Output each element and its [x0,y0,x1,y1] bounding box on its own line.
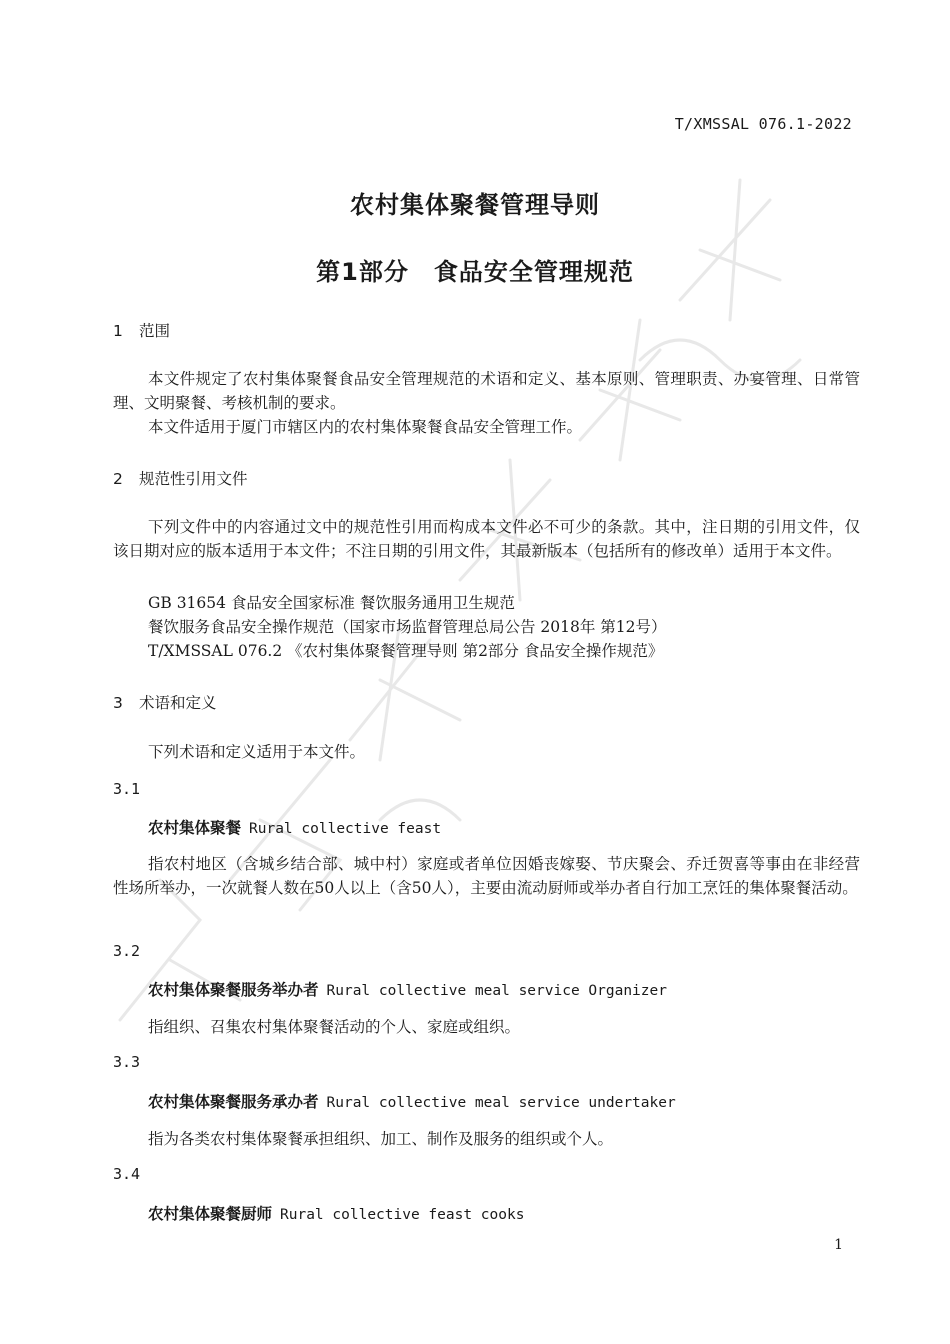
section-heading-normative-references [113,467,248,489]
term-zh: 农村集体聚餐服务举办者 [148,981,319,999]
paragraph: 下列文件中的内容通过文中的规范性引用而构成本文件必不可少的条款。其中，注日期的引用文件，仅该日期对应的版本适用于本文件；不注日期的引用文件，其最新版本（包括所有的修改单）适用于本文件。 [113,518,860,560]
clause-number: 3.1 [113,780,141,798]
section-heading-scope [113,319,170,341]
section-number: 3 [113,694,123,712]
term-definition: 指组织、召集农村集体聚餐活动的个人、家庭或组织。 [148,1018,521,1036]
term-definition: 指农村地区（含城乡结合部、城中村）家庭或者单位因婚丧嫁娶、节庆聚会、乔迁贺喜等事由在非经营性场所举办，一次就餐人数在50人以上（含50人），主要由流动厨师或举办者自行加工烹饪的集体聚餐活动。 [113,855,860,897]
document-subtitle: 第1部分 食品安全管理规范 [316,258,634,286]
document-title: 农村集体聚餐管理导则 [350,191,600,219]
term-definition: 指为各类农村集体聚餐承担组织、加工、制作及服务的组织或个人。 [148,1130,614,1148]
section-title: 规范性引用文件 [139,470,248,488]
reference-item: T/XMSSAL 076.2 《农村集体聚餐管理导则 第2部分 食品安全操作规范》 [148,642,664,660]
term-en: Rural collective meal service Organizer [326,983,667,999]
document-code: T/XMSSAL 076.1-2022 [674,115,852,133]
paragraph: 下列术语和定义适用于本文件。 [148,743,366,761]
term-en: Rural collective meal service undertaker [326,1095,676,1111]
term-zh: 农村集体聚餐 [148,819,242,837]
section-heading-terms [113,691,217,713]
term-en: Rural collective feast cooks [280,1207,525,1223]
clause-number: 3.4 [113,1165,141,1183]
paragraph: 本文件适用于厦门市辖区内的农村集体聚餐食品安全管理工作。 [148,418,583,436]
section-number: 2 [113,470,123,488]
paragraph: 本文件规定了农村集体聚餐食品安全管理规范的术语和定义、基本原则、管理职责、办宴管理、日常管理、文明聚餐、考核机制的要求。 [113,370,860,412]
page-number: 1 [834,1237,843,1253]
term-entry [148,978,667,1000]
clause-number: 3.2 [113,942,141,960]
section-title: 范围 [139,322,171,340]
clause-number: 3.3 [113,1053,141,1071]
term-zh: 农村集体聚餐服务承办者 [148,1093,319,1111]
term-entry [148,1202,524,1224]
section-title: 术语和定义 [139,694,217,712]
term-en: Rural collective feast [249,821,442,837]
reference-item: GB 31654 食品安全国家标准 餐饮服务通用卫生规范 [148,594,515,612]
term-zh: 农村集体聚餐厨师 [148,1205,273,1223]
section-number: 1 [113,322,123,340]
term-entry [148,816,441,838]
term-entry [148,1090,676,1112]
reference-item: 餐饮服务食品安全操作规范（国家市场监督管理总局公告 2018年 第12号） [148,618,667,636]
